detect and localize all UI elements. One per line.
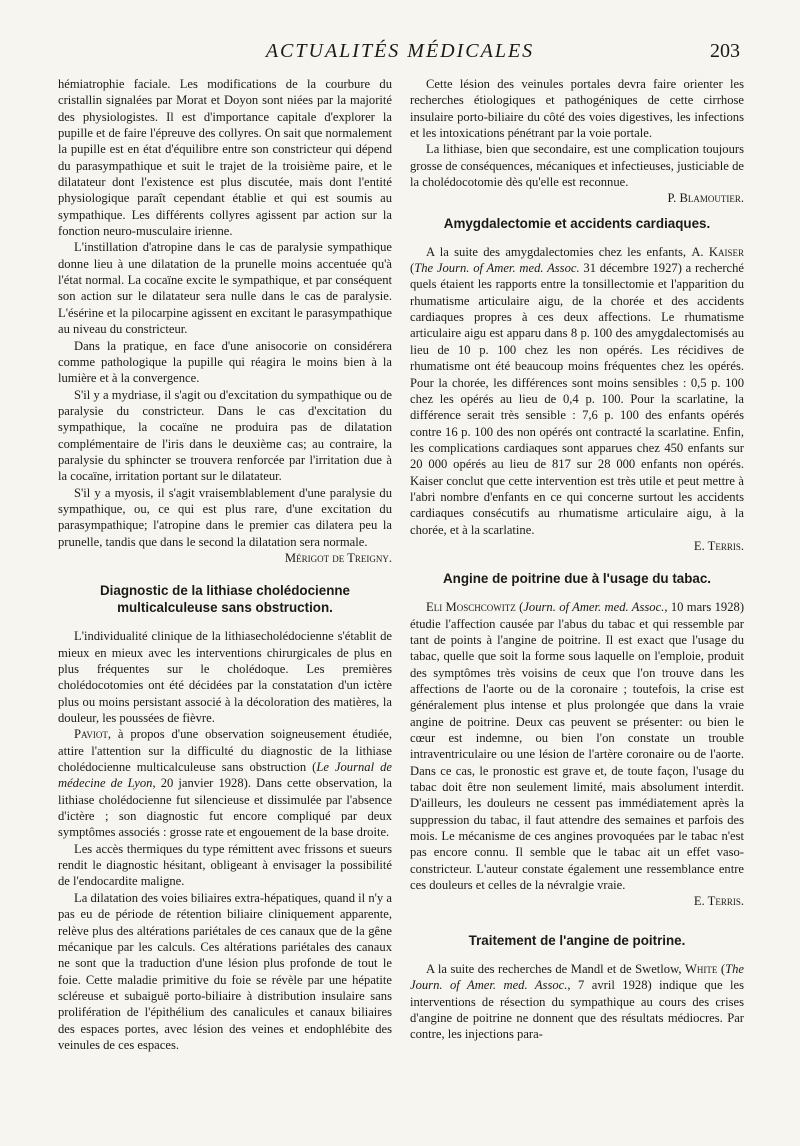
author-name: A. Kaiser <box>691 244 744 259</box>
paragraph: La dilatation des voies biliaires extra-hépatiques, quand il n'y a pas eu de période de rétention biliaire cliniquement apparente, relève plus des altérations pariétales de ces canaux que de la gêne mécanique par les calculs. Ces altérations pariétales des canaux ne sont que la traduction d'une lésion plus profonde de tout le foie. Cette maladie primitive du foie se révèle par une hépatite scléreuse et subaiguë porto-biliaire à distribution insulaire sans prolifération de l'épithélium des canalicules et canaux biliaires des espaces portes, avec lésion des veines et endophlébite des veinules de ces espaces. <box>58 890 392 1052</box>
paragraph <box>410 599 744 893</box>
paragraph <box>410 244 744 538</box>
text-run: ( <box>410 261 415 276</box>
author-name: Eli Moschcowitz <box>426 600 516 615</box>
paragraph: S'il y a mydriase, il s'agit ou d'excitation du sympathique ou de paralysie du constricteur. Dans le cas d'excitation du sympathique, la cocaïne ne produira pas de dilatation complémentaire de l'iris dans le deuxième cas; au contraire, la paralysie du sphincter se trouvera renforcée par l'irritation due à la cocaïne, irritation portant sur le dilatateur. <box>58 387 392 484</box>
paragraph: L'instillation d'atropine dans le cas de paralysie sympathique donne lieu à une dilatation de la prunelle moins accentuée qu'à l'état normal. La cocaïne excite le sympathique, et par conséquent son action sur le dilatateur sera nulle dans le cas de paralysie. L'ésérine et la pilocarpine agissent en excitant le parasympathique au niveau du constricteur. <box>58 240 392 337</box>
section-heading: Traitement de l'angine de poitrine. <box>468 932 686 948</box>
text-run: ( <box>717 961 726 976</box>
author-signature: P. Blamoutier. <box>667 191 744 206</box>
text-run: 31 décembre 1927) a recherché quels étaient les rapports entre la tonsillectomie et l'apparition du rhumatisme articulaire aigu, de la chorée et des accidents cardiaques propres à ces deux affections. Le rhumatisme articulaire aigu est apparu dans 8 p. 100 des amygdalectomisés au lieu de 10 p. 100 chez les non opérés. Les récidives de rhumatisme ont été beaucoup moins fréquentes chez les opérés. Pour la chorée, les différences sont moins sensibles : 0,5 p. 100 chez les opérés au lieu de 0,4 p. 100. Pour la scarlatine, la différence serait très sensible : 7,6 p. 100 des enfants opérés contre 16 p. 100 des non opérés ont contracté la scarlatine. Enfin, les complications cardiaques sont apparues chez 450 enfants sur 20 000 opérés au lieu de 817 sur 28 000 enfants non opérés. Kaiser conclut que cette intervention est très utile et peut mettre à l'abri nombre d'enfants en ce qui concerne surtout les accidents cardiaques consécutifs au rhumatisme articulaire aigu, à la chorée, et à la scarlatine. <box>410 261 744 537</box>
running-head <box>58 40 742 70</box>
paragraph: Cette lésion des veinules portales devra faire orienter les recherches étiologiques et pathogéniques de cette cirrhose insulaire porto-biliaire du côté des voies digestives, les infections et les intoxications pénétrant par la voie portale. <box>410 77 744 141</box>
author-signature: E. Terris. <box>693 538 744 553</box>
running-title: ACTUALITÉS MÉDICALES <box>265 40 535 62</box>
author-signature: E. Terris. <box>693 894 744 909</box>
text-run: ( <box>515 600 524 615</box>
section-heading: Diagnostic de la lithiase cholédocienne multicalculeuse sans obstruction. <box>99 583 351 616</box>
left-column <box>58 76 392 1053</box>
paragraph <box>58 726 392 840</box>
text-run: , à propos d'une observation soigneusement étudiée, attire l'attention sur la difficulté du diagnostic de la lithiase cholédocienne multicalculeuse sans obstruction ( <box>58 727 392 775</box>
journal-citation: The Journ. of Amer. med. Assoc. <box>414 261 580 276</box>
text-run: A la suite des amygdalectomies chez les enfants, <box>426 244 692 259</box>
paragraph: L'individualité clinique de la lithiasecholédocienne s'établit de mieux en mieux avec les interventions chirurgicales de plus en plus fréquentes sur le cholédoque. Les premières cholédocotomies ont été décidées par la constatation d'un ictère plus ou moins persistant associé à la décoloration des matières, la douleur, les poussées de fièvre. <box>58 629 392 726</box>
paragraph: hémiatrophie faciale. Les modifications de la courbure du cristallin signalées par Morat et Doyon sont niées par la majorité des physiologistes. Il est d'importance capitale d'explorer la pupille et de faire l'épreuve des collyres. On sait que normalement la pupille est en état d'équilibre entre son constricteur qui dépend du parasympathique et suit le trajet de la troisième paire, et le dilatateur dont l'existence est plus discutée, mais dont l'entité physiologique paraît cependant établie et qui est soumis au sympathique. Les différents collyres agissent par action sur la fonction neuro-musculaire irienne. <box>58 77 392 239</box>
journal-citation: The Journ. of Amer. med. Assoc. <box>410 961 745 993</box>
journal-citation: Le Journal de médecine de Lyon <box>58 760 392 791</box>
author-name: Paviot <box>74 727 108 742</box>
paragraph: Les accès thermiques du type rémittent avec frissons et sueurs rendit le diagnostic hésitant, obligeant à envisager la possibilité de l'endocardite maligne. <box>58 841 392 889</box>
section-heading: Amygdalectomie et accidents cardiaques. <box>443 215 711 231</box>
paragraph <box>410 961 744 1043</box>
text-run: A la suite des recherches de Mandl et de Swetlow, <box>426 961 686 976</box>
journal-citation: Journ. of Amer. med. Assoc. <box>523 600 665 615</box>
text-run: , 20 janvier 1928). Dans cette observation, la lithiase cholédocienne fut silencieuse et dissimulée par l'absence d'ictère ; son diagnostic fut encore compliqué par deux symptômes associés : grosse rate et engouement de la base droite. <box>58 776 393 840</box>
author-name: White <box>685 961 718 976</box>
paragraph: S'il y a myosis, il s'agit vraisemblablement d'une paralysie du sympathique, ou, ce qui est plus rare, d'une excitation du parasympathique; l'atropine dans le premier cas dilatera peu la prunelle, tandis que dans le second la dilatation sera normale. <box>58 485 392 549</box>
paragraph: Dans la pratique, en face d'une anisocorie on considérera comme pathologique la pupille qui réagira le moins bien à la lumière et à la convergence. <box>58 338 392 386</box>
text-run: , 7 avril 1928) indique que les interventions de résection du sympathique au cours des crises d'angine de poitrine ne donnent que des résultats médiocres. Par contre, les injections para- <box>410 978 745 1042</box>
section-heading: Angine de poitrine due à l'usage du tabac. <box>442 571 712 587</box>
right-column <box>410 76 744 1043</box>
text-run: , 10 mars 1928) étudie l'affection causée par l'abus du tabac et qui ressemble par tant de points à l'angine de poitrine. Il est exact que l'usage du tabac, quelle que soit la forme sous laquelle on l'emploie, produit des symptômes très voisins de ceux que l'on trouve dans les affections de l'aorte ou de la coronaire ; toutefois, la crise est généralement plus intense et plus prolongée que dans la vraie angine de poitrine. Deux cas peuvent se présenter: ou bien le cœur est indemne, ou bien l'on constate un trouble intraventriculaire ou une lésion de l'artère coronaire ou de l'aorte. Dans ce cas, le pronostic est grave et, de toute façon, l'usage du tabac doit être non seulement limité, mais absolument interdit. D'ailleurs, les douleurs ne cessent pas immédiatement après la suppression du tabac, il faut attendre des semaines et parfois des mois. Le mécanisme de ces angines provoquées par le tabac n'est pas encore connu. Il semble que le tabac ait un effet vaso-constricteur. L'auteur constate également une ressemblance entre ces douleurs et celles de la névralgie vraie. <box>410 600 745 893</box>
paragraph: La lithiase, bien que secondaire, est une complication toujours grosse de conséquences, mécaniques et infectieuses, justiciable de la cholédocotomie dès qu'elle est reconnue. <box>410 142 744 190</box>
page-number: 203 <box>710 40 740 62</box>
author-signature: Mérigot de Treigny. <box>284 550 392 565</box>
